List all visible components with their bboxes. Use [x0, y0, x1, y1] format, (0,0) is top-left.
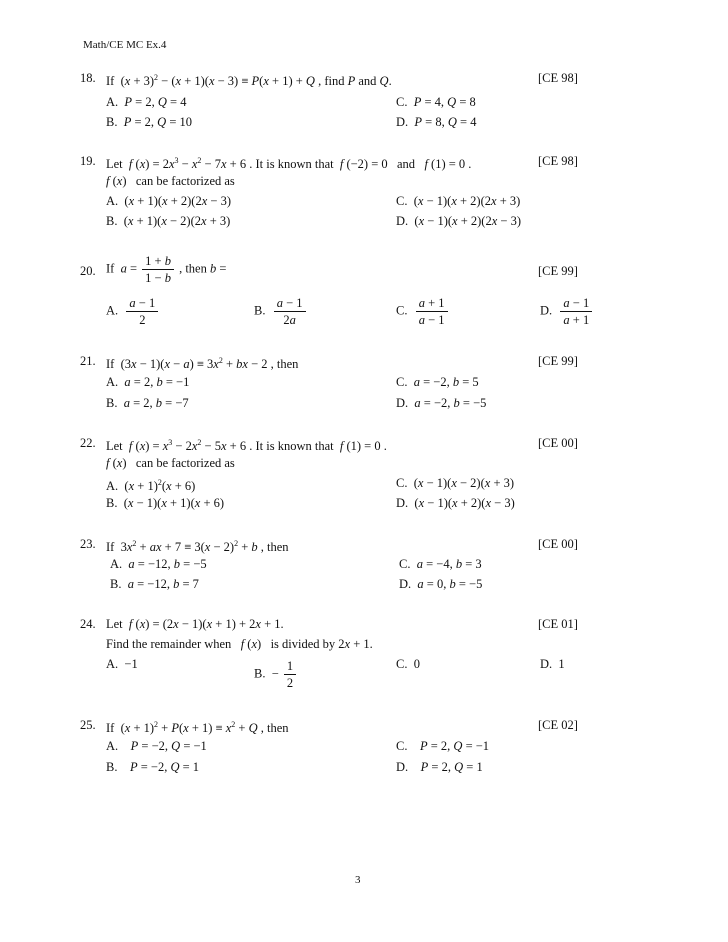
option-b[interactable]: B. − $\frac{1}{2}$ — [254, 658, 298, 691]
option-d[interactable]: D. a = −2, b = −5 — [396, 396, 487, 410]
exam-tag: [CE 99] — [538, 354, 578, 368]
exam-tag: [CE 98] — [538, 154, 578, 168]
option-d[interactable]: D. P = 2, Q = 1 — [396, 760, 483, 774]
exam-tag: [CE 01] — [538, 617, 578, 631]
option-a[interactable]: A. P = 2, Q = 4 — [106, 95, 187, 109]
option-b[interactable]: B. a = −12, b = 7 — [110, 577, 199, 591]
question-number: 22. — [80, 436, 96, 450]
exam-tag: [CE 00] — [538, 436, 578, 450]
question-stem: If $3x^2$ + ax + $7 \equiv 3(x - 2)^2 + b$ , then — [106, 539, 289, 554]
question-number: 25. — [80, 718, 96, 732]
question-stem-line2: f (x) can be factorized as — [106, 456, 235, 470]
option-c[interactable]: C. (x − 1)(x − 2)(x + 3) — [396, 476, 515, 490]
option-a[interactable]: A. a = 2, b = −1 — [106, 375, 190, 389]
option-a[interactable]: A. $(x + 1)^2(x + 6)$ — [106, 478, 196, 493]
option-a[interactable]: A. P = −2, Q = −1 — [106, 739, 207, 753]
option-c[interactable]: C. a = −2, b = 5 — [396, 375, 479, 389]
option-d[interactable]: D. $\frac{a - 1}{a + 1}$ — [540, 295, 594, 328]
option-d[interactable]: D. 1 — [540, 657, 565, 671]
option-a[interactable]: A. $\frac{a - 1}{2}$ — [106, 295, 160, 328]
question-number: 19. — [80, 154, 96, 168]
option-a[interactable]: A. a = −12, b = −5 — [110, 557, 207, 571]
fraction: $\frac{1 + b}{1 - b}$ — [142, 253, 174, 286]
option-d[interactable]: D. (x − 1)(x + 2)(2x − 3) — [396, 214, 521, 228]
option-b[interactable]: B. a = 2, b = −7 — [106, 396, 189, 410]
option-b[interactable]: B. $\frac{a - 1}{2a}$ — [254, 295, 308, 328]
option-d[interactable]: D. a = 0, b = −5 — [399, 577, 483, 591]
option-a[interactable]: A. −1 — [106, 657, 138, 671]
option-d[interactable]: D. (x − 1)(x + 2)(x − 3) — [396, 496, 515, 510]
option-b[interactable]: B. P = 2, Q = 10 — [106, 115, 193, 129]
question-stem: Let f $(x) = x^3 - 2x^2 - 5x + 6$ . It is known that f (1) = 0 . — [106, 438, 387, 453]
question-stem-line2: Find the remainder when f (x) is divided by 2x + 1. — [106, 637, 373, 651]
exam-tag: [CE 98] — [538, 71, 578, 85]
exam-tag: [CE 02] — [538, 718, 578, 732]
question-stem: If $(3x - 1)(x - a) \equiv 3x^2$ + bx − 2 , then — [106, 356, 299, 371]
question-number: 18. — [80, 71, 96, 85]
option-c[interactable]: C. $\frac{a + 1}{a - 1}$ — [396, 295, 450, 328]
option-c[interactable]: C. P = 2, Q = −1 — [396, 739, 490, 753]
option-c[interactable]: C. a = −4, b = 3 — [399, 557, 482, 571]
question-stem: If $(x + 1)^2 + P(x + 1) \equiv x^2 + Q$ , then — [106, 720, 289, 735]
option-d[interactable]: D. P = 8, Q = 4 — [396, 115, 477, 129]
question-number: 20. — [80, 264, 96, 278]
question-number: 24. — [80, 617, 96, 631]
question-stem: If $(x + 3)^2 - (x + 1)(x - 3) \equiv P(x + 1) + Q$ , find P and Q. — [106, 73, 392, 88]
exam-tag: [CE 00] — [538, 537, 578, 551]
option-a[interactable]: A. (x + 1)(x + 2)(2x − 3) — [106, 194, 231, 208]
question-stem: If a = $\frac{1 + b}{1 - b}$ , then b = — [106, 254, 227, 285]
option-b[interactable]: B. (x + 1)(x − 2)(2x + 3) — [106, 214, 231, 228]
exam-tag: [CE 99] — [538, 264, 578, 278]
option-c[interactable]: C. 0 — [396, 657, 420, 671]
question-stem: Let f (x) = (2x − 1)(x + 1) + 2x + 1. — [106, 617, 284, 631]
option-b[interactable]: B. (x − 1)(x + 1)(x + 6) — [106, 496, 225, 510]
question-number: 23. — [80, 537, 96, 551]
question-stem-line2: f (x) can be factorized as — [106, 174, 235, 188]
page-header: Math/CE MC Ex.4 — [83, 39, 167, 51]
option-c[interactable]: C. (x − 1)(x + 2)(2x + 3) — [396, 194, 521, 208]
question-number: 21. — [80, 354, 96, 368]
option-c[interactable]: C. P = 4, Q = 8 — [396, 95, 476, 109]
page-number: 3 — [355, 874, 361, 886]
question-stem: Let f $(x) = 2x^3 - x^2 - 7x + 6$ . It is known that f (−2) = 0 and f (1) = 0 . — [106, 156, 472, 171]
option-b[interactable]: B. P = −2, Q = 1 — [106, 760, 200, 774]
